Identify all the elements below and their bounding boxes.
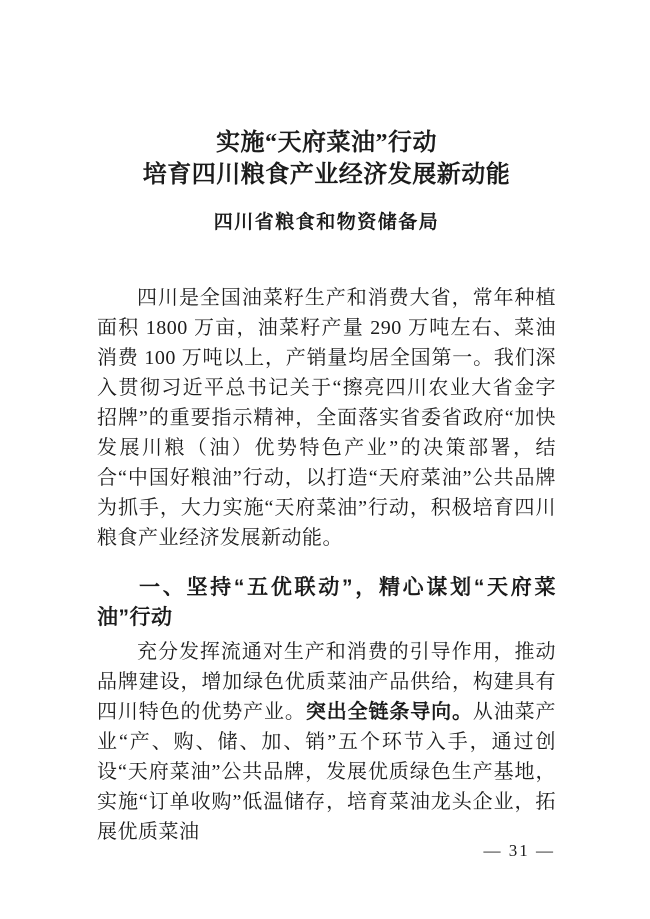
paragraph-intro: 四川是全国油菜籽生产和消费大省，常年种植面积 1800 万亩，油菜籽产量 290 万吨左右、菜油消费 100 万吨以上，产销量均居全国第一。我们深入贯彻习近平总书记关于“擦亮四川农业大省金字招牌”的重要指示精神，全面落实省委省政府“加快发展川粮（油）优势特色产业”的决策部署，结合“中国好粮油”行动，以打造“天府菜油”公共品牌为抓手，大力实施“天府菜油”行动，积极培育四川粮食产业经济发展新动能。 <box>97 287 556 549</box>
page-number: — 31 — <box>483 841 555 860</box>
paragraph-section-1-bold-emphasis: 突出全链条导向。 <box>305 701 473 723</box>
paragraph-section-1-text-after: 从油菜产业“产、购、储、加、销”五个环节入手，通过创设“天府菜油”公共品牌，发展优质绿色生产基地，实施“订单收购”低温储存，培育菜油龙头企业，拓展优质菜油 <box>97 701 557 843</box>
paragraph-section-1 <box>97 637 556 847</box>
document-title <box>97 127 556 191</box>
author-organization: 四川省粮食和物资储备局 <box>213 212 440 233</box>
document-body <box>97 283 556 847</box>
section-1-heading: 一、坚持“五优联动”，精心谋划“天府菜油”行动 <box>97 576 556 629</box>
document-header <box>97 127 556 234</box>
paragraph-section-1-text-before: 充分发挥流通对生产和消费的引导作用，推动品牌建设，增加绿色优质菜油产品供给，构建具有四川特色的优势产业。 <box>97 641 556 723</box>
title-line-1: 实施“天府菜油”行动 <box>216 130 437 156</box>
title-line-2: 培育四川粮食产业经济发展新动能 <box>142 162 511 188</box>
